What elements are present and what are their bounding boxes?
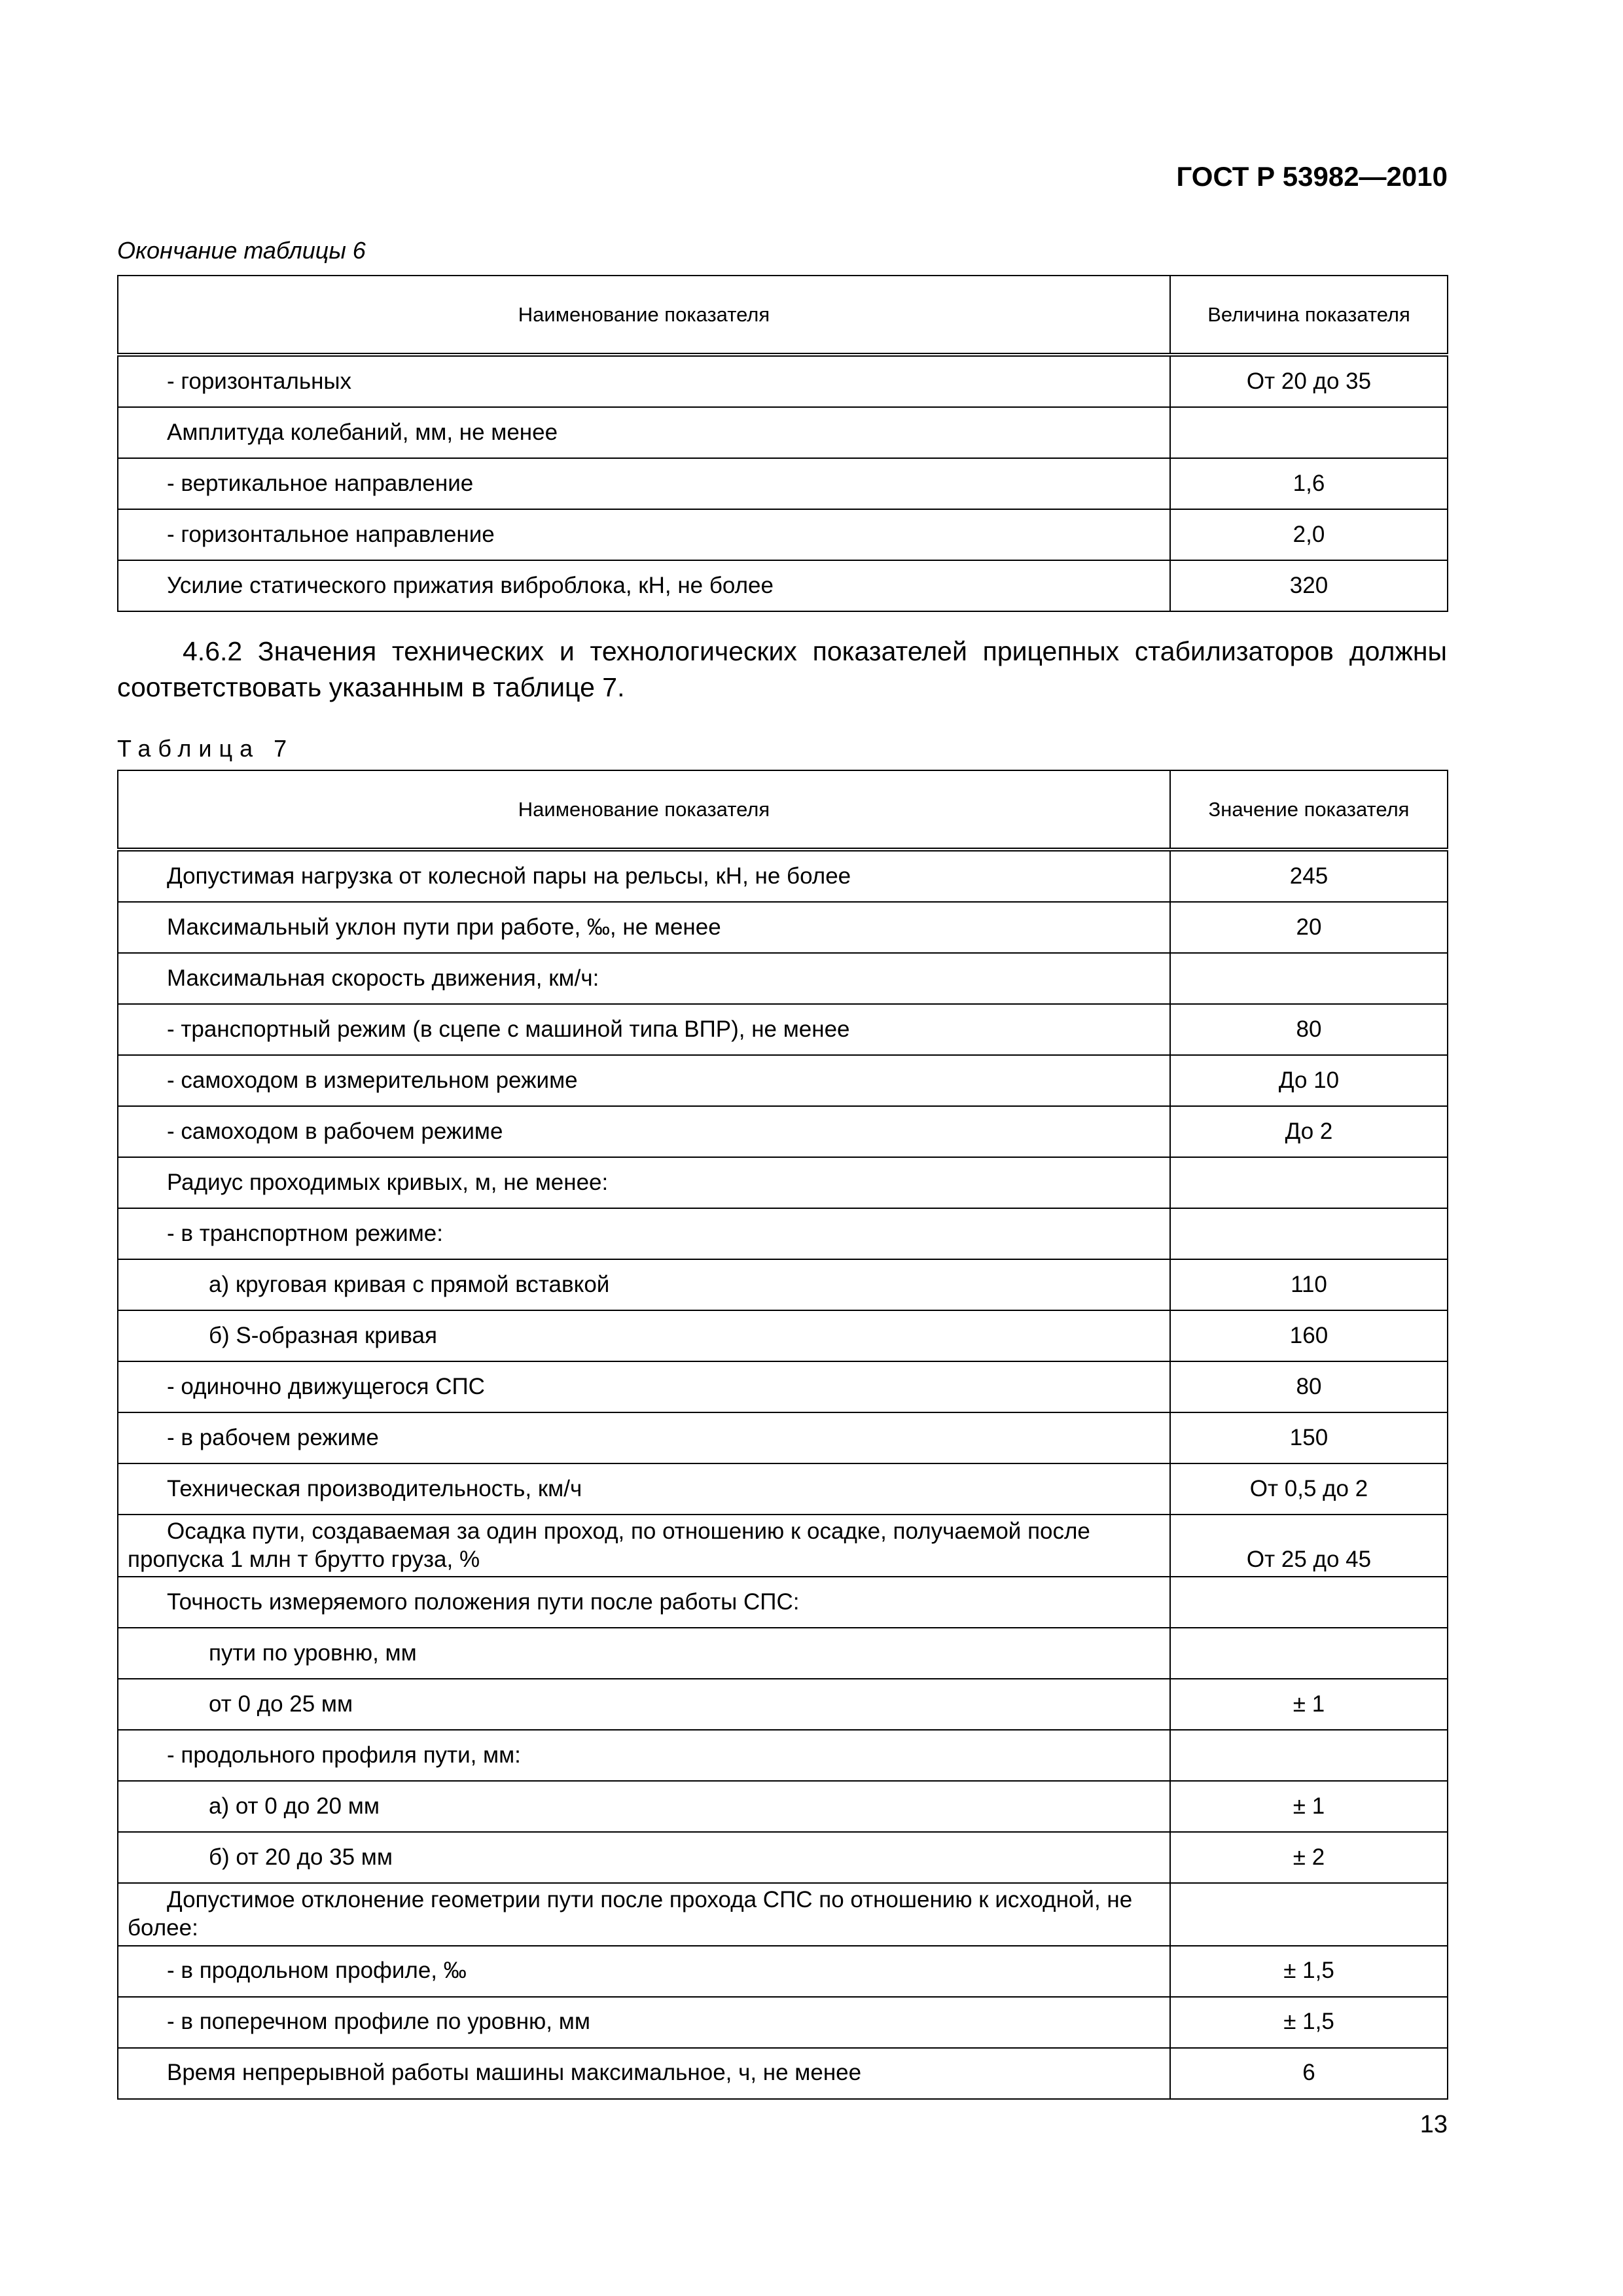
row-name: - в поперечном профиле по уровню, мм	[118, 1997, 1170, 2048]
row-name: Максимальный уклон пути при работе, ‰, не менее	[118, 902, 1170, 953]
row-value	[1170, 1208, 1448, 1259]
row-name: Допустимое отклонение геометрии пути после прохода СПС по отношению к исходной, не более:	[118, 1883, 1170, 1945]
table7-caption: Таблица 7	[117, 735, 294, 762]
table-header-row	[118, 770, 1448, 850]
row-value: 150	[1170, 1412, 1448, 1463]
table-row	[118, 1997, 1448, 2048]
row-value	[1170, 1157, 1448, 1208]
table-row	[118, 2048, 1448, 2099]
row-name: Техническая производительность, км/ч	[118, 1463, 1170, 1515]
row-value	[1170, 953, 1448, 1004]
row-value: 2,0	[1170, 509, 1448, 560]
table-row	[118, 407, 1448, 458]
page-number: 13	[1419, 2111, 1448, 2138]
table-row	[118, 1515, 1448, 1577]
table-row	[118, 1310, 1448, 1361]
row-name: а) от 0 до 20 мм	[118, 1781, 1170, 1832]
table-row	[118, 1679, 1448, 1730]
row-value	[1170, 1577, 1448, 1628]
row-name: - в рабочем режиме	[118, 1412, 1170, 1463]
document-header: ГОСТ Р 53982—2010	[1176, 161, 1448, 192]
table-row	[118, 1883, 1448, 1945]
table-row	[118, 953, 1448, 1004]
row-value: От 25 до 45	[1170, 1515, 1448, 1577]
row-name: - в транспортном режиме:	[118, 1208, 1170, 1259]
row-value: 160	[1170, 1310, 1448, 1361]
row-value	[1170, 1730, 1448, 1781]
column-header-name: Наименование показателя	[118, 276, 1170, 355]
row-value: 80	[1170, 1361, 1448, 1412]
table-header-row	[118, 276, 1448, 355]
row-value: ± 1	[1170, 1781, 1448, 1832]
row-name: - одиночно движущегося СПС	[118, 1361, 1170, 1412]
column-header-value: Величина показателя	[1170, 276, 1448, 355]
row-name: Максимальная скорость движения, км/ч:	[118, 953, 1170, 1004]
column-header-name: Наименование показателя	[118, 770, 1170, 850]
table-row	[118, 1463, 1448, 1515]
row-name: Время непрерывной работы машины максимальное, ч, не менее	[118, 2048, 1170, 2099]
table-row	[118, 1412, 1448, 1463]
row-value: 6	[1170, 2048, 1448, 2099]
row-name: Осадка пути, создаваемая за один проход, по отношению к осадке, получаемой после пропуска 1 млн т брутто груза, %	[118, 1515, 1170, 1577]
table-row	[118, 1730, 1448, 1781]
table-row	[118, 1055, 1448, 1106]
row-value: ± 1,5	[1170, 1946, 1448, 1997]
row-name: б) от 20 до 35 мм	[118, 1832, 1170, 1883]
row-name: - самоходом в измерительном режиме	[118, 1055, 1170, 1106]
row-value: ± 1	[1170, 1679, 1448, 1730]
row-value: 80	[1170, 1004, 1448, 1055]
table-7	[117, 770, 1448, 2100]
paragraph-4-6-2: 4.6.2 Значения технических и технологических показателей прицепных стабилизаторов должны соответствовать указанным в таблице 7.	[117, 636, 1447, 702]
row-value: 20	[1170, 902, 1448, 953]
row-value	[1170, 1628, 1448, 1679]
table-row	[118, 560, 1448, 611]
row-value: 320	[1170, 560, 1448, 611]
row-name: Усилие статического прижатия виброблока, кН, не более	[118, 560, 1170, 611]
row-value: От 20 до 35	[1170, 355, 1448, 407]
table-row	[118, 1106, 1448, 1157]
row-value: ± 1,5	[1170, 1997, 1448, 2048]
row-name: - продольного профиля пути, мм:	[118, 1730, 1170, 1781]
row-name: Амплитуда колебаний, мм, не менее	[118, 407, 1170, 458]
table-6	[117, 275, 1448, 612]
row-value: До 2	[1170, 1106, 1448, 1157]
table-row	[118, 1208, 1448, 1259]
table-row	[118, 850, 1448, 902]
row-value: ± 2	[1170, 1832, 1448, 1883]
row-name: - транспортный режим (в сцепе с машиной типа ВПР), не менее	[118, 1004, 1170, 1055]
table-row	[118, 1259, 1448, 1310]
row-name: - вертикальное направление	[118, 458, 1170, 509]
row-value: До 10	[1170, 1055, 1448, 1106]
table-row	[118, 1157, 1448, 1208]
row-name: а) круговая кривая с прямой вставкой	[118, 1259, 1170, 1310]
table-row	[118, 355, 1448, 407]
table-row	[118, 1832, 1448, 1883]
row-value	[1170, 407, 1448, 458]
table-row	[118, 1781, 1448, 1832]
column-header-value: Значение показателя	[1170, 770, 1448, 850]
table-row	[118, 1628, 1448, 1679]
row-value	[1170, 1883, 1448, 1945]
row-name: - в продольном профиле, ‰	[118, 1946, 1170, 1997]
row-name: - горизонтальное направление	[118, 509, 1170, 560]
row-name: - горизонтальных	[118, 355, 1170, 407]
row-value: 110	[1170, 1259, 1448, 1310]
row-value: 1,6	[1170, 458, 1448, 509]
row-name: - самоходом в рабочем режиме	[118, 1106, 1170, 1157]
table-row	[118, 902, 1448, 953]
row-name: б) S-образная кривая	[118, 1310, 1170, 1361]
table-row	[118, 1946, 1448, 1997]
row-value: От 0,5 до 2	[1170, 1463, 1448, 1515]
row-name: Точность измеряемого положения пути после работы СПС:	[118, 1577, 1170, 1628]
row-name: от 0 до 25 мм	[118, 1679, 1170, 1730]
table-row	[118, 458, 1448, 509]
table6-caption: Окончание таблицы 6	[117, 237, 366, 264]
row-name: Допустимая нагрузка от колесной пары на рельсы, кН, не более	[118, 850, 1170, 902]
row-name: пути по уровню, мм	[118, 1628, 1170, 1679]
row-value: 245	[1170, 850, 1448, 902]
row-name: Радиус проходимых кривых, м, не менее:	[118, 1157, 1170, 1208]
table-row	[118, 1361, 1448, 1412]
table-row	[118, 1004, 1448, 1055]
table-row	[118, 509, 1448, 560]
table-row	[118, 1577, 1448, 1628]
